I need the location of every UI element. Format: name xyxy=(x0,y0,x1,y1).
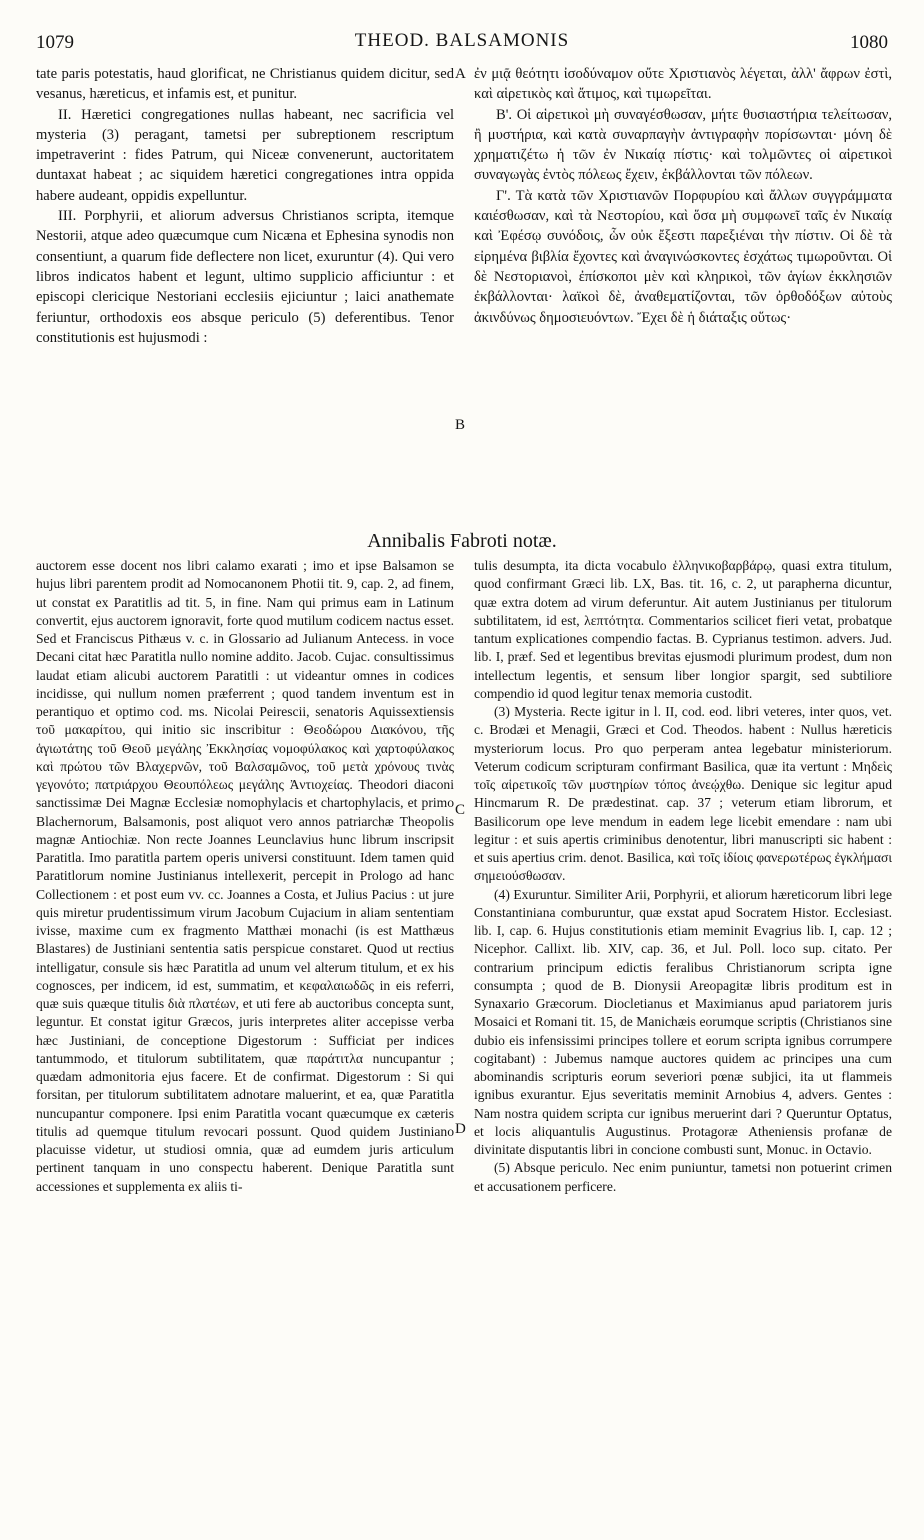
margin-marker-c: C xyxy=(455,802,466,818)
page-number-right: 1080 xyxy=(850,32,888,53)
note-paragraph: (5) Absque periculo. Nec enim puniuntur, tametsi non potuerint crimen et accusationem perficere. xyxy=(474,1160,892,1194)
greek-paragraph: ἐν μιᾷ θεότητι ἰσοδύναμον οὔτε Χριστιανὸς λέγεται, ἀλλ' ἄφρων ἐστὶ, καὶ αἱρετικὸς καὶ ἄτιμος, καὶ τιμωρεῖται. xyxy=(474,66,892,103)
notes-column-right xyxy=(474,557,892,1196)
page-header xyxy=(36,30,888,58)
latin-paragraph: tate paris potestatis, haud glorificat, ne Christianus quidem dicitur, sed vesanus, hæreticus, et infamis est, et punitur. xyxy=(36,66,454,103)
notes-column-left xyxy=(36,557,454,1196)
latin-text-column xyxy=(36,64,454,348)
latin-paragraph: II. Hæretici congregationes nullas habeant, nec sacrificia vel mysteria (3) peragant, tametsi per subreptionem rescriptum impetraverint : fides Patrum, qui Niceæ convenerunt, auctoritatem duntaxat habeat ; ac siquidem hæretici congregationes intra oppida habere audeant, oppidis expelluntur. xyxy=(36,106,454,204)
latin-paragraph: III. Porphyrii, et aliorum adversus Christianos scripta, itemque Nestorii, atque adeo quæcumque cum Nicæna et Ephesina synodis non consentiunt, a quarum fide deflectere non licet, exuruntur (4). Qui vero libros indicatos habent et legunt, ultimo supplicio afficiuntur : et episcopi clericique Nestoriani ecclesiis ejiciuntur ; laici anathemate feriuntur, orthodoxis eos absque periculo (5) deferentibus. Tenor constitutionis est hujusmodi : xyxy=(36,208,454,346)
margin-marker-a: A xyxy=(455,66,466,82)
note-paragraph: auctorem esse docent nos libri calamo exarati ; imo et ipse Balsamon se hujus libri parentem prodit ad Nomocanonem Photii tit. 9, cap. 2, ad finem, ut constat ex Paratitlis ad tit. 5, in fine. Nam qui primus eam in Latinum convertit, ejus auctorem ignoravit, forte quod mutilum codicem nactus esset. Sed et Franciscus Pithæus v. c. in Glossario ad Julianum Antecess. in voce Decani citat hæc Paratitla nullo nomine addito. Jacob. Cujac. consultissimus laudat etiam alicubi auctorem Paratitli : ut videantur omnes in codices incidisse, qui nullum nomen præferrent ; quod tandem inventum est in perantiquo et optimo cod. ms. Nicolai Peirescii, senatoris Aquissextiensis τοῦ μακαρίτου, qui initio sic inscribitur : Θεοδώρου Διακόνου, τῆς ἁγιωτάτης τοῦ Θεοῦ μεγάλης Ἐκκλησίας νομοφύλακος καὶ χαρτοφύλακος καὶ πρώτου τῶν Βλαχερνῶν, τοῦ Βαλσαμῶνος, τοῦ μετὰ χρόνους τινὰς γεγονότο; πατριάρχου Θεουπόλεως μεγάλης Ἀντιοχείας. Theodori diaconi sanctissimæ Dei Magnæ Ecclesiæ nomophylacis et chartophylacis, et primo Blachernorum, Balsamonis, post aliquot vero annos patriarchæ Theopolis magnæ Antiochiæ. Non recte Joannes Leunclavius hunc librum inscripsit Paratitla. Imo paratitla partem operis universi constituunt. Idem tamen quid Paratitlorum nomine Justinianus intellexerit, percepit in Prologo ad hanc Collectionem : et post eum vv. cc. Joannes a Costa, et Julius Pacius : ut jure quis miretur prudentissimum virum Jacobum Cujacium in aliam sententiam ivisse, maxime cum ex fragmento Matthæi monachi (is est Matthæus Blastares) de Justiniani sententia satis perspicue constaret. Quod ut rectius intelligatur, consule sis hæc Paratitla ad unum vel alterum titulum, et ex his cognosces, per indicem, id est, summatim, et κεφαλαιωδῶς in eis referri, quæ suis quæque titulis διὰ πλατέων, et uti fere ab auctoribus concepta sunt, leguntur. Et constat igitur Græcos, juris interpretes aliter accepisse verba hæc Justiniani, de conceptione Digestorum : Sufficiat per indices tantummodo, et titulorum subtilitatem, quæ παράτιτλα nuncupantur ; quædam admonitoria ejus facere. Et de confirmat. Digestorum : Si qui forsitan, per titulorum subtilitatem adnotare maluerint, et ea, quæ Paratitla nuncupantur componere. Ipsi enim Paratitla vocant quæcumque ex cæteris titulis ad quemque titulum revocari possunt. Quod quidem Justiniano placuisse videtur, ut studiosi omnia, quæ ad eumdem juris articulum pertinent tanquam in uno conspectu haberent. Denique Paratitla sunt accessiones et supplementa ex aliis ti- xyxy=(36,558,454,1194)
margin-marker-b: B xyxy=(455,417,466,433)
notes-heading: Annibalis Fabroti notæ. xyxy=(367,530,557,552)
greek-paragraph: Β'. Οἱ αἱρετικοὶ μὴ συναγέσθωσαν, μήτε θυσιαστήρια τελείτωσαν, ἢ μυστήρια, καὶ κατὰ συναρπαγὴν ἀντιγραφὴν πορίσωνται· μόνη δὲ χρηματιζέτω ἡ τῶν ἐν Νικαίᾳ πίστις· καὶ τολμῶντες οἱ αἱρετικοὶ συναγωγὰς ἐντὸς πόλεως ἔχειν, ἐκβάλλονται τῶν πόλεων. xyxy=(474,106,892,184)
note-paragraph: (4) Exuruntur. Similiter Arii, Porphyrii, et aliorum hæreticorum libri lege Constantiniana comburuntur, quæ exstat apud Socratem Histor. Ecclesiast. lib. I, cap. 6. Hujus constitutionis etiam meminit Evagrius lib. I, cap. 12 ; Nicephor. Callixt. lib. XIV, cap. 36, et Jul. Poll. loco sup. citato. Per contrarium principum edictis feralibus Christianorum scripta igne consumpta ; quod de B. Dionysii Areopagitæ libris proditum est in Synaxario Græcorum. Diocletianus et Maximianus apud pariatorem juris Mosaici et Romani tit. 15, de Manichæis eorumque scriptis (Christianos sine dubio eis infensissimi principes tollere et eorum scripta ignibus corrumpere cogitabant) : Jubemus namque auctores quidem ac principes una cum abominandis scripturis eorum severiori pœnæ subjici, ita ut flammeis ignibus exurantur. Ejus severitatis meminit Arnobius 4, advers. Gentes : Nam nostra quidem scripta cur ignibus meruerint dari ? Queruntur Optatus, et locis aliquantulis Augustinus. Protagoræ Atheniensis profanæ de divinitate disputantis libri in concione combusti sunt, Monuc. in Octavio. xyxy=(474,886,892,1157)
greek-text-column xyxy=(474,64,892,328)
margin-marker-d: D xyxy=(455,1121,466,1137)
greek-paragraph: Γ'. Τὰ κατὰ τῶν Χριστιανῶν Πορφυρίου καὶ ἄλλων συγγράμματα καιέσθωσαν, καὶ τὰ Νεστορίου, καὶ ὅσα μὴ συμφωνεῖ ταῖς ἐν Νικαίᾳ καὶ Ἐφέσῳ συνόδοις, ὧν οὐκ ἔξεστι παρεξιέναι τὴν πίστιν. Οἱ δὲ τὰ εἰρημένα βιβλία ἔχοντες καὶ ἀναγινώσκοντες ἐσχάτως τιμωροῦνται. Οἱ δὲ Νεστοριανοὶ, ἐπίσκοποι μὲν καὶ κληρικοὶ, τῶν ἁγίων ἐκκλησιῶν ἐκβάλλονται· λαϊκοὶ δὲ, ἀναθεματίζονται, τῶν ὀρθοδόξων αὐτοὺς ἀκινδύνως δημοσιευόντων. Ἔχει δὲ ἡ διάταξις οὕτως· xyxy=(474,187,892,326)
page-number-left: 1079 xyxy=(36,32,74,53)
note-paragraph: tulis desumpta, ita dicta vocabulo ἑλληνικοβαρβάρῳ, quasi extra titulum, quod confirmant Græci lib. LX, Bas. tit. 16, c. 2, ut parapherna dicuntur, quæ extra dotem ad virum deferuntur. Ait autem Justinianus per titulorum subtilitatem, id est, λεπτότητα. Commentarios scilicet fieri vetat, probatque tantum explicationes compendio factas. B. Cyprianus testimon. advers. Jud. lib. I, præf. Sed et legentibus brevitas ejusmodi plurimum prodest, dum non intellectum legentis, et sensum liber longior spargit, sed subtiliore compendio id quod legitur tenax memoria custodit. xyxy=(474,558,892,701)
running-title: THEOD. BALSAMONIS xyxy=(354,30,570,51)
note-paragraph: (3) Mysteria. Recte igitur in l. II, cod. eod. libri veteres, inter quos, vet. c. Brodæi et Menagii, Græci et Cod. Theodos. habent : Nullus hæreticis mysteriorum locus. Pro quo perperam antea legebatur ministeriorum. Veterum codicum scripturam confirmant Basilica, quæ ita vertunt : Μηδεὶς τοῖς αἱρετικοῖς τῶν μυστηρίων τόπος ἀνεῴχθω. Denique sic legitur apud Hincmarum R. De prædestinat. cap. 37 ; veterum etiam librorum, et Basilicorum ope leve mendum in eadem lege licebit emendare : nam ubi legitur : et suis apertis criminibus denotentur, libri manuscripti sic habent : et suis apertius crim. denot. Basilica, καὶ τοῖς ἰδίοις φανερωτέρως ἐγκλήμασι σημειούσθωσαν. xyxy=(474,704,892,884)
